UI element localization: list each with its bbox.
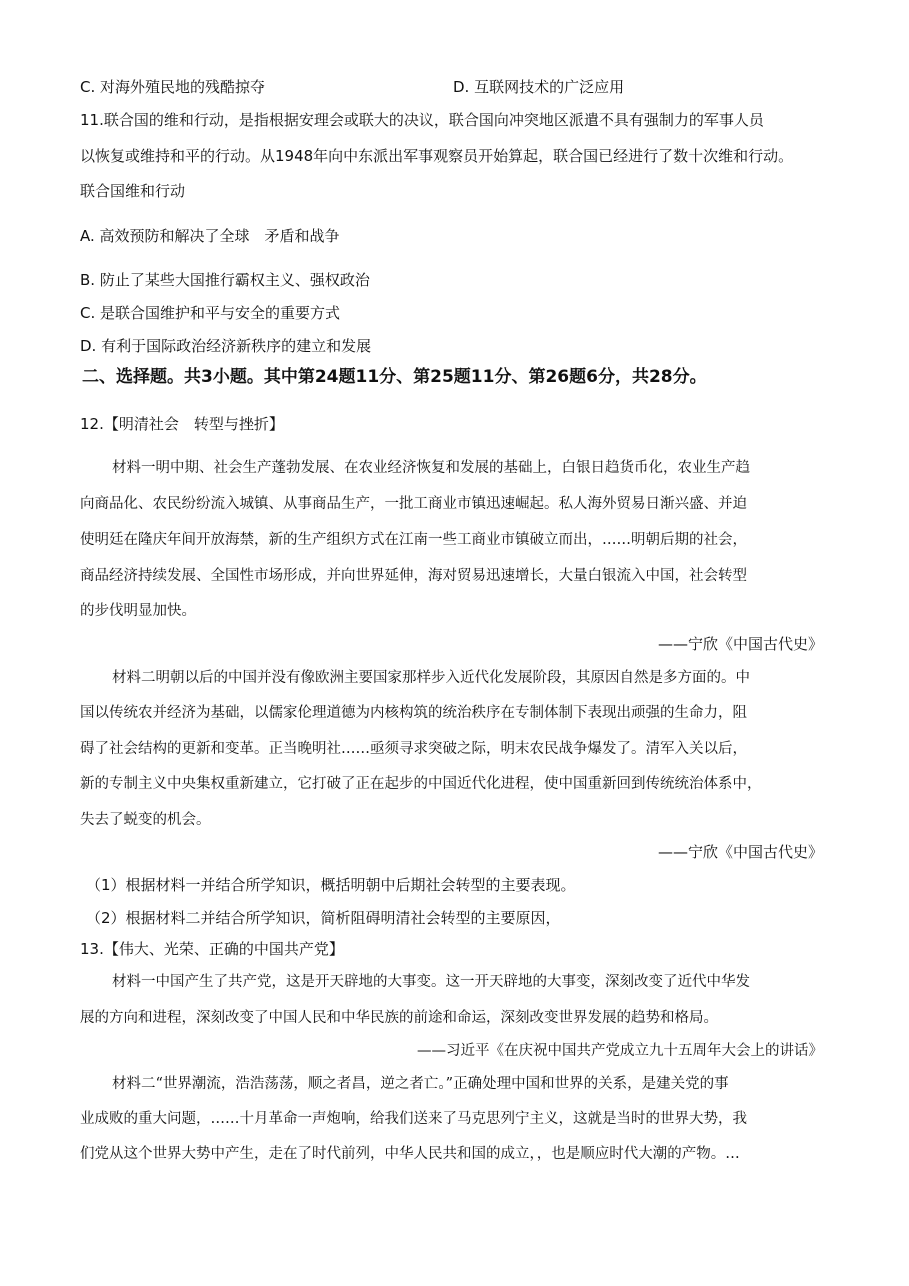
q11-option-d: D. 有利于国际政治经济新秩序的建立和发展 [80,337,372,355]
q13-material2-line-2: 业成败的重大问题，……十月革命一声炮响，给我们送来了马克思列宁主义，这就是当时的世界大势，我 [80,1111,747,1127]
q11-option-c: C. 是联合国维护和平与安全的重要方式 [80,304,341,322]
q13-source-1: ——习近平《在庆祝中国共产党成立九十五周年大会上的讲话》 [417,1043,823,1059]
q11-stem-line-3: 联合国维和行动 [80,182,186,200]
q12-material1-line-3: 使明廷在隆庆年间开放海禁，新的生产组织方式在江南一些工商业市镇破立而出，……明朝后期的社会， [80,532,747,548]
q11-stem-line-2: 以恢复或维持和平的行动。从1948年向中东派出军事观察员开始算起，联合国已经进行了数十次维和行动。 [80,147,794,165]
q12-material1-line-1: 材料一明中期、社会生产蓬勃发展、在农业经济恢复和发展的基础上，白银日趋货币化，农业生产趋 [112,460,750,476]
q12-material1-line-4: 商品经济持续发展、全国性市场形成，并向世界延伸，海对贸易迅速增长，大量白银流入中国，社会转型 [80,568,747,584]
q11-stem-line-1: 11.联合国的维和行动，是指根据安理会或联大的决议，联合国向冲突地区派遣不具有强制力的军事人员 [80,111,764,129]
q12-material2-line-5: 失去了蜕变的机会。 [80,812,211,828]
q12-material2-line-3: 碍了社会结构的更新和变革。正当晚明社……亟须寻求突破之际，明末农民战争爆发了。清军入关以后， [80,741,747,757]
q12-subquestion-2: （2）根据材料二并结合所学知识，简析阻碍明清社会转型的主要原因， [86,909,561,927]
q12-material1-line-2: 向商品化、农民纷纷流入城镇、从事商品生产，一批工商业市镇迅速崛起。私人海外贸易日渐兴盛、并迫 [80,496,747,512]
q13-material2-line-3: 们党从这个世界大势中产生，走在了时代前列，中华人民共和国的成立，，也是顺应时代大潮的产物。… [80,1146,740,1162]
q10-option-d: D. 互联网技术的广泛应用 [453,78,625,96]
q12-material2-line-1: 材料二明朝以后的中国并没有像欧洲主要国家那样步入近代化发展阶段，其原因自然是多方面的。中 [112,670,750,686]
q10-option-c: C. 对海外殖民地的残酷掠夺 [80,78,266,96]
q12-material2-line-2: 国以传统农并经济为基础，以儒家伦理道德为内核构筑的统治秩序在专制体制下表现出顽强的生命力，阻 [80,705,747,721]
q12-subquestion-1: （1）根据材料一并结合所学知识，概括明朝中后期社会转型的主要表现。 [86,876,576,894]
q13-title: 13.【伟大、光荣、正确的中国共产党】 [80,940,344,958]
q12-source-1: ——宁欣《中国古代史》 [657,635,823,653]
section-heading: 二、选择题。共3小题。其中第24题11分、第25题11分、第26题6分，共28分。 [82,367,707,387]
q12-material2-line-4: 新的专制主义中央集权重新建立，它打破了正在起步的中国近代化进程，使中国重新回到传统统治体系中， [80,776,762,792]
q12-title: 12.【明清社会 转型与挫折】 [80,415,284,433]
q12-material1-line-5: 的步伐明显加快。 [80,603,196,619]
q11-option-b: B. 防止了某些大国推行霸权主义、强权政治 [80,271,370,289]
q13-material2-line-1: 材料二“世界潮流，浩浩荡荡，顺之者昌，逆之者亡。”正确处理中国和世界的关系，是建关党的事 [112,1076,729,1092]
q11-option-a: A. 高效预防和解决了全球 矛盾和战争 [80,227,340,245]
q13-material1-line-2: 展的方向和进程，深刻改变了中国人民和中华民族的前途和命运，深刻改变世界发展的趋势和格局。 [80,1010,718,1026]
q13-material1-line-1: 材料一中国产生了共产党，这是开天辟地的大事变。这一开天辟地的大事变，深刻改变了近代中华发 [112,974,750,990]
q12-source-2: ——宁欣《中国古代史》 [657,843,823,861]
